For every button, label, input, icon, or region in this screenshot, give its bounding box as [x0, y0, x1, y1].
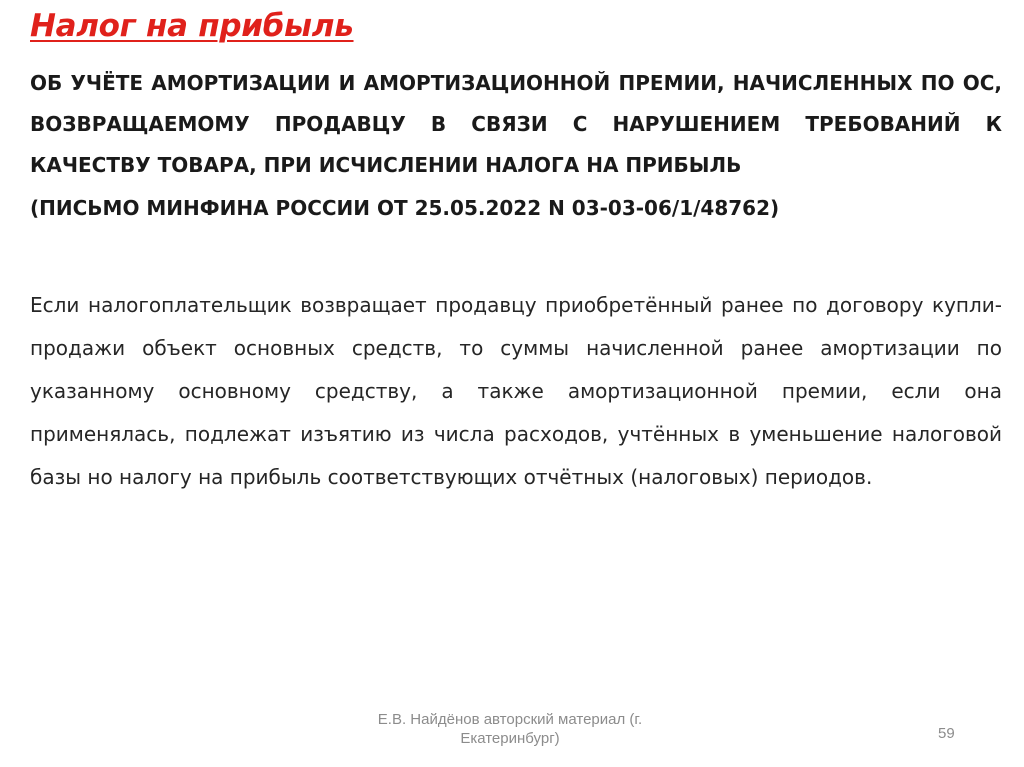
letter-reference: (ПИСЬМО МИНФИНА РОССИИ ОТ 25.05.2022 N 03-03-06/1/48762) — [30, 196, 780, 220]
slide-title: Налог на прибыль — [30, 8, 354, 44]
footer-author: Е.В. Найдёнов авторский материал (г. Екатеринбург) — [377, 711, 643, 747]
slide-subject-heading: ОБ УЧЁТЕ АМОРТИЗАЦИИ И АМОРТИЗАЦИОННОЙ ПРЕМИИ, НАЧИСЛЕННЫХ ПО ОС, ВОЗВРАЩАЕМОМУ ПРОДАВЦУ В СВЯЗИ С НАРУШЕНИЕМ ТРЕБОВАНИЙ К КАЧЕСТВУ ТОВАРА, ПРИ ИСЧИСЛЕНИИ НАЛОГА НА ПРИБЫЛЬ — [30, 71, 1002, 177]
body-paragraph: Если налогоплательщик возвращает продавцу приобретённый ранее по договору купли-продажи объект основных средств, то суммы начисленной ранее амортизации по указанному основному средству, а также амортизационной премии, если она применялась, подлежат изъятию из числа расходов, учтённых в уменьшение налоговой базы но налогу на прибыль соответствующих отчётных (налоговых) периодов. — [30, 293, 1002, 489]
page-number: 59 — [938, 725, 955, 742]
